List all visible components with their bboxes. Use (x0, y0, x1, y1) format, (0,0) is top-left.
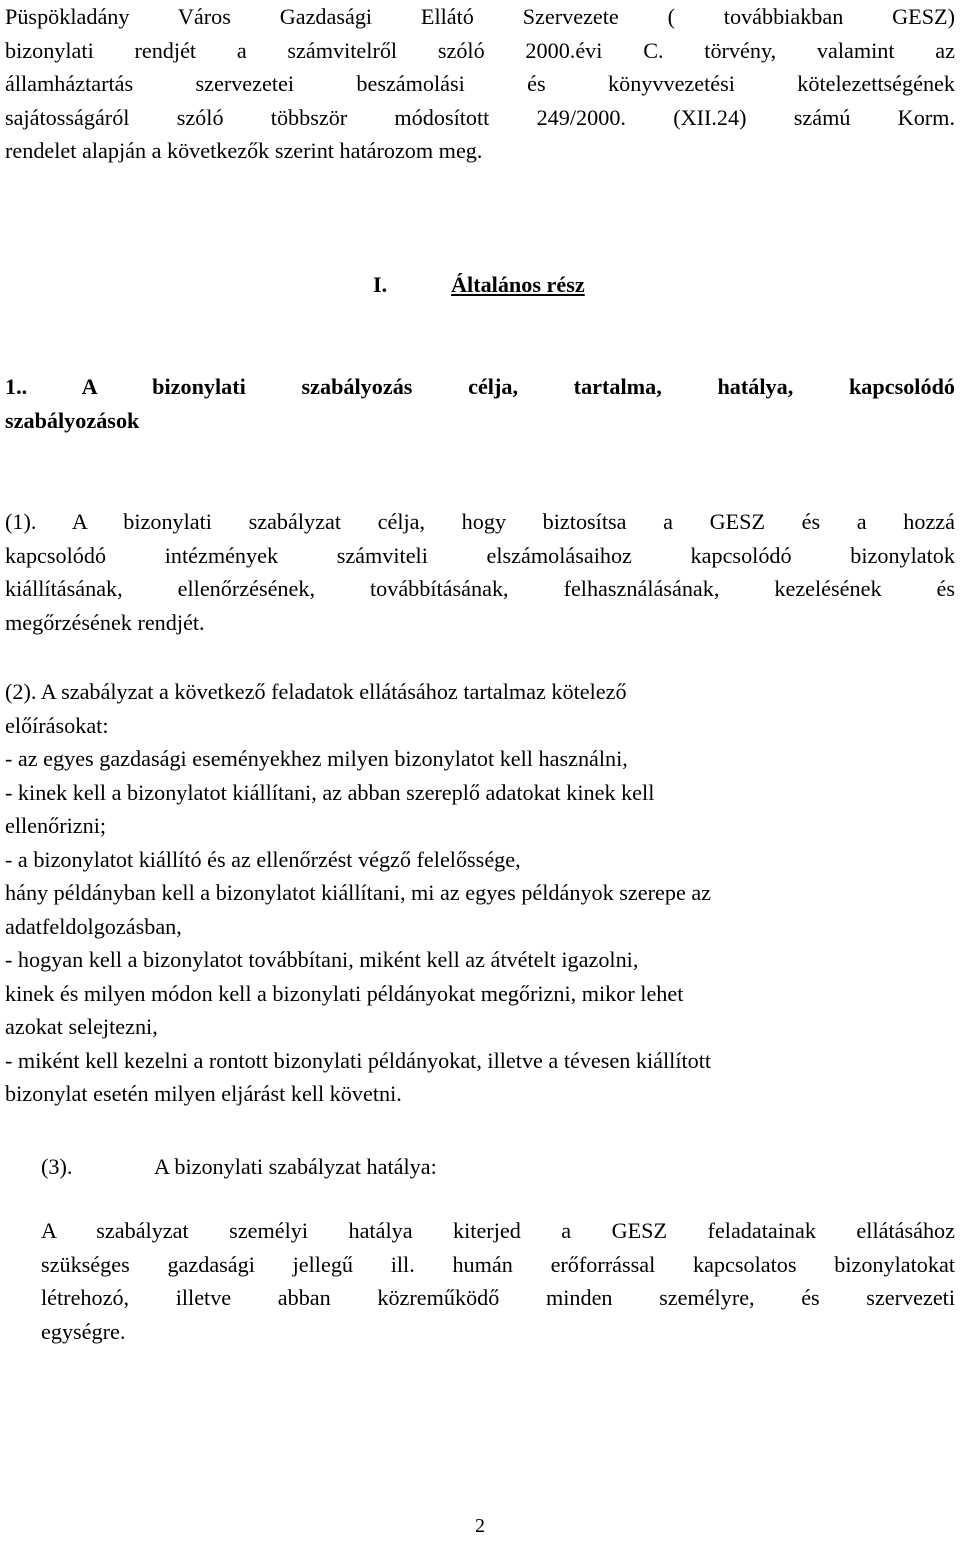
list-item: - az egyes gazdasági eseményekhez milyen bizonylatot kell használni, (5, 746, 628, 771)
chapter-heading (373, 268, 585, 302)
list-item: kinek és milyen módon kell a bizonylati példányokat megőrizni, mikor lehet (5, 980, 684, 1006)
paragraph-line: egységre. (41, 1318, 126, 1344)
section-heading-line: szabályozások (5, 407, 140, 433)
list-item: azokat selejtezni, (5, 1014, 158, 1039)
paragraph-line: létrehozó, illetve abban közreműködő minden személyre, és szervezeti (41, 1285, 955, 1310)
paragraph-line: előírásokat: (5, 712, 109, 738)
list-item: - hogyan kell a bizonylatot továbbítani, miként kell az átvételt igazolni, (5, 947, 639, 972)
intro-line: Püspökladány Város Gazdasági Ellátó Szervezete ( továbbiakban GESZ) (5, 4, 955, 29)
list-item: ellenőrizni; (5, 813, 107, 838)
section-heading-line: 1.. A bizonylati szabályozás célja, tartalma, hatálya, kapcsolódó (5, 374, 955, 399)
paragraph-line: szükséges gazdasági jellegű ill. humán erőforrással kapcsolatos bizonylatokat (41, 1251, 955, 1277)
paragraph-3-body (41, 1214, 955, 1348)
intro-line: rendelet alapján a következők szerint határozom meg. (5, 138, 483, 163)
paragraph-line: kapcsolódó intézmények számviteli elszámolásaihoz kapcsolódó bizonylatok (5, 542, 955, 568)
paragraph-number: (3). (41, 1154, 73, 1179)
paragraph-3-heading (41, 1150, 437, 1184)
paragraph-line: (2). A szabályzat a következő feladatok ellátásához tartalmaz kötelező (5, 679, 627, 704)
paragraph-line: kiállításának, ellenőrzésének, továbbításának, felhasználásának, kezelésének és (5, 576, 955, 601)
intro-paragraph (5, 0, 955, 168)
list-item: - a bizonylatot kiállító és az ellenőrzést végző felelőssége, (5, 846, 521, 872)
list-item: bizonylat esetén milyen eljárást kell követni. (5, 1081, 402, 1106)
paragraph-1 (5, 505, 955, 639)
paragraph-line: A szabályzat személyi hatálya kiterjed a GESZ feladatainak ellátásához (41, 1218, 955, 1243)
chapter-number: I. (373, 272, 388, 297)
intro-line: államháztartás szervezetei beszámolási és könyvvezetési kötelezettségének (5, 71, 955, 96)
paragraph-line: (1). A bizonylati szabályzat célja, hogy biztosítsa a GESZ és a hozzá (5, 509, 955, 534)
chapter-title: Általános rész (451, 272, 585, 297)
list-item: adatfeldolgozásban, (5, 913, 182, 939)
paragraph-heading-text: A bizonylati szabályzat hatálya: (154, 1154, 437, 1179)
page-number: 2 (475, 1515, 485, 1537)
intro-line: bizonylati rendjét a számvitelről szóló 2000.évi C. törvény, valamint az (5, 37, 955, 63)
list-item: - kinek kell a bizonylatot kiállítani, az abban szereplő adatokat kinek kell (5, 779, 655, 805)
list-item: hány példányban kell a bizonylatot kiállítani, mi az egyes példányok szerepe az (5, 880, 712, 905)
section-heading (5, 370, 955, 437)
list-item: - miként kell kezelni a rontott bizonylati példányokat, illetve a tévesen kiállított (5, 1047, 712, 1073)
paragraph-2 (5, 675, 955, 1111)
intro-line: sajátosságáról szóló többször módosított 249/2000. (XII.24) számú Korm. (5, 104, 955, 130)
paragraph-line: megőrzésének rendjét. (5, 609, 205, 635)
